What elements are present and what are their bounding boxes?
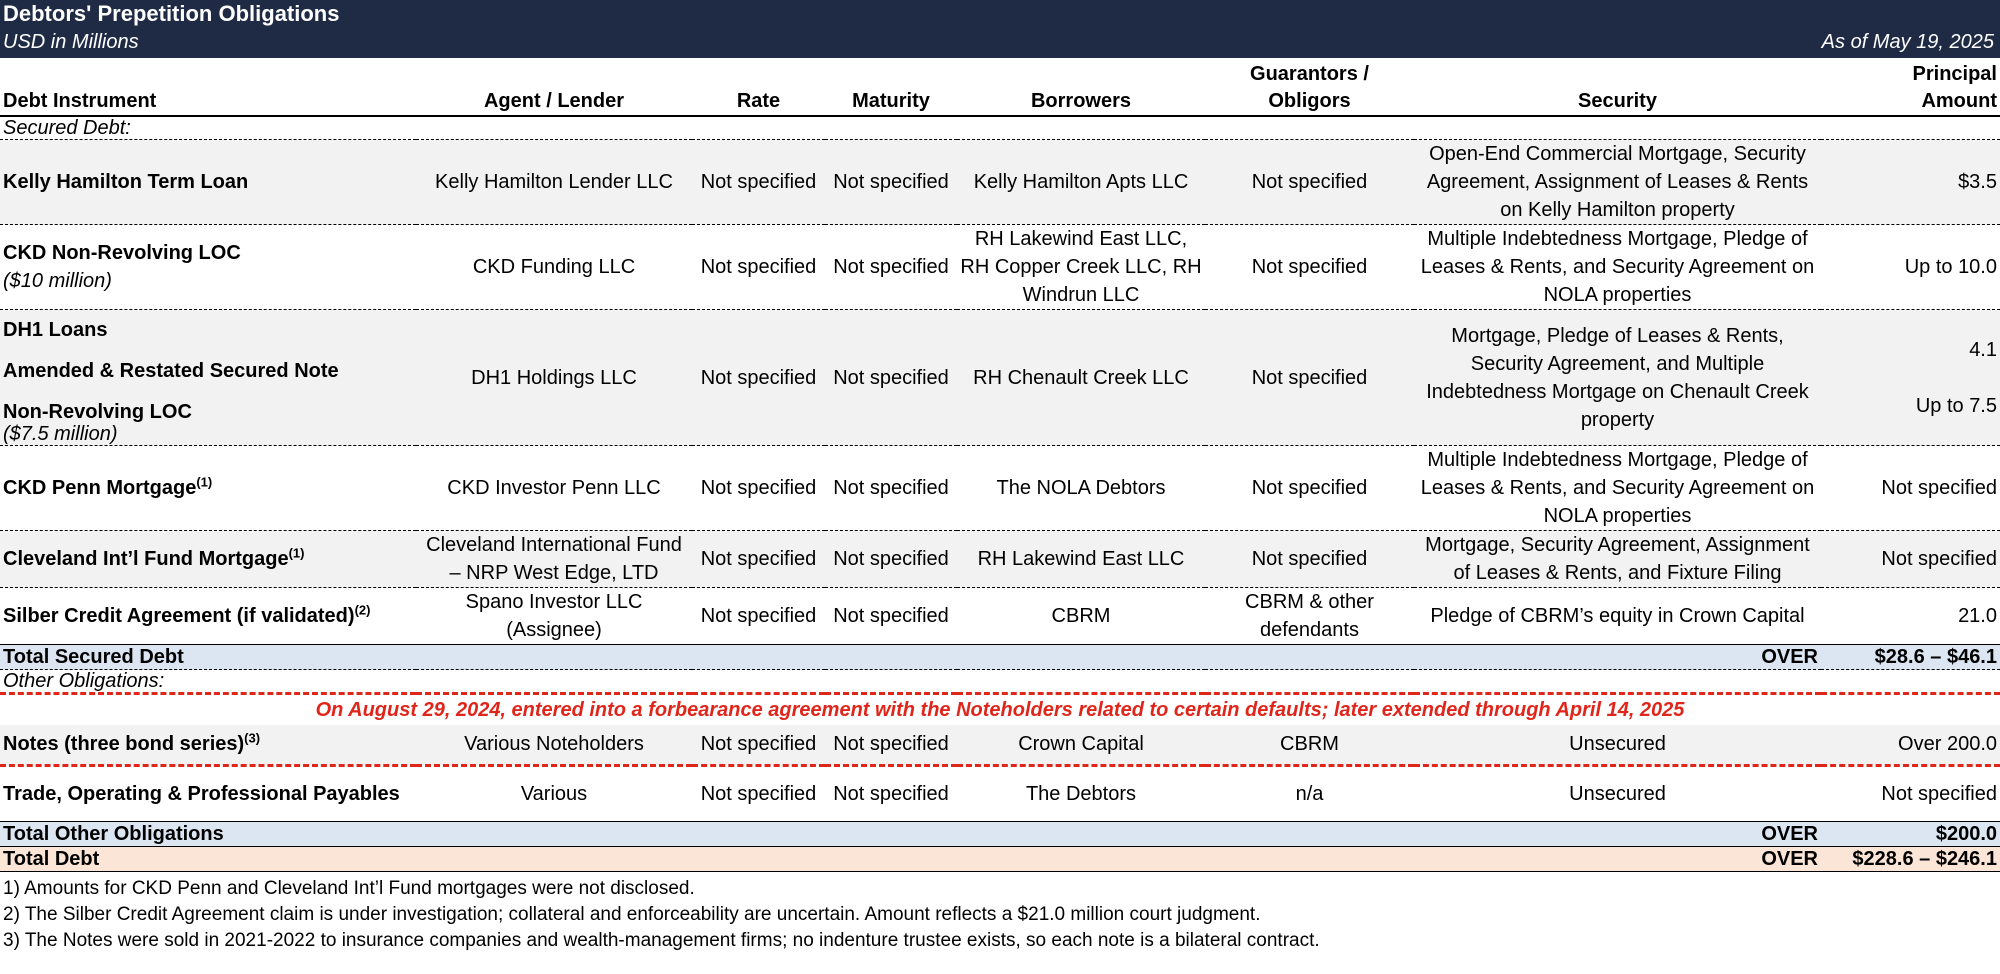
footnote-ref: (2) <box>354 602 371 618</box>
total-secured-amount: $28.6 – $46.1 <box>1821 645 2000 670</box>
total-secured-row <box>0 645 2000 670</box>
instrument-name: CKD Non-Revolving LOC <box>3 242 241 264</box>
col-maturity: Maturity <box>825 58 957 116</box>
col-guarantors: Guarantors / Obligors <box>1205 58 1414 116</box>
debt-table <box>0 58 2000 872</box>
col-principal-line1: Principal <box>1912 63 1997 85</box>
footnote-ref: (1) <box>196 474 213 490</box>
secured-section-label: Secured Debt: <box>0 116 2000 140</box>
amount-cell: Up to 10.0 <box>1821 225 2000 310</box>
amount-cell: Not specified <box>1881 782 1997 805</box>
secured-section-row <box>0 116 2000 140</box>
agent-cell: CKD Funding LLC <box>416 225 692 310</box>
instrument-cell <box>0 588 416 645</box>
security-cell: Pledge of CBRM’s equity in Crown Capital <box>1430 605 1805 627</box>
guarantors-cell: Not specified <box>1205 531 1414 588</box>
agent-cell: DH1 Holdings LLC <box>416 310 692 446</box>
instrument-name: Amended & Restated Secured Note <box>3 360 339 382</box>
instrument-subtitle: ($10 million) <box>3 270 112 292</box>
col-security: Security <box>1414 58 1821 116</box>
column-header-row <box>0 58 2000 116</box>
rate-cell: Not specified <box>692 446 825 531</box>
agent-cell: Cleveland International Fund – NRP West Edge, LTD <box>416 531 692 588</box>
table-row-cleveland <box>0 531 2000 588</box>
borrowers-cell: RH Lakewind East LLC, RH Copper Creek LLC, RH Windrun LLC <box>957 225 1205 310</box>
instrument-cell <box>0 446 416 531</box>
amount-value-2: Up to 7.5 <box>1915 394 1997 417</box>
security-cell: Multiple Indebtedness Mortgage, Pledge of Leases & Rents, and Security Agreement on NOLA properties <box>1414 446 1821 531</box>
agent-cell: Various <box>520 782 588 805</box>
maturity-cell: Not specified <box>833 782 949 805</box>
report-header <box>0 0 2000 58</box>
security-cell: Unsecured <box>1414 725 1821 765</box>
amount-cell: Over 200.0 <box>1821 725 2000 765</box>
agent-cell: CKD Investor Penn LLC <box>416 446 692 531</box>
footnote-ref: (1) <box>288 545 305 561</box>
instrument-cell <box>0 531 416 588</box>
borrowers-cell: CBRM <box>1051 605 1111 627</box>
rate-cell: Not specified <box>692 531 825 588</box>
table-row-kelly <box>0 140 2000 225</box>
total-other-amount: $200.0 <box>1821 821 2000 846</box>
table-row-trade <box>0 765 2000 821</box>
agent-cell: Spano Investor LLC (Assignee) <box>465 591 643 641</box>
forbearance-note: On August 29, 2024, entered into a forbearance agreement with the Noteholders related to certain defaults; later extended through April 14, 2025 <box>0 694 2000 726</box>
amount-cell <box>1821 310 2000 446</box>
table-row-silber <box>0 588 2000 645</box>
security-cell: Unsecured <box>1569 782 1666 805</box>
table-row-notes <box>0 725 2000 765</box>
total-debt-qualifier: OVER <box>1414 846 1821 871</box>
total-other-row <box>0 821 2000 846</box>
maturity-cell: Not specified <box>825 225 957 310</box>
rate-cell: Not specified <box>692 225 825 310</box>
col-instrument: Debt Instrument <box>0 58 416 116</box>
units-label: USD in Millions <box>3 31 139 53</box>
instrument-name: Kelly Hamilton Term Loan <box>0 140 416 225</box>
guarantors-cell: CBRM & other defendants <box>1245 591 1374 641</box>
total-secured-qualifier: OVER <box>1414 645 1821 670</box>
instrument-name: Silber Credit Agreement (if validated) <box>3 605 355 627</box>
maturity-cell: Not specified <box>825 140 957 225</box>
total-debt-label: Total Debt <box>0 846 1414 871</box>
guarantors-cell: CBRM <box>1205 725 1414 765</box>
security-cell: Open-End Commercial Mortgage, Security Agreement, Assignment of Leases & Rents on Kelly Hamilton property <box>1414 140 1821 225</box>
instrument-name: Trade, Operating & Professional Payables <box>3 782 400 805</box>
guarantors-cell: Not specified <box>1205 140 1414 225</box>
report-title: Debtors' Prepetition Obligations <box>3 1 340 26</box>
total-other-qualifier: OVER <box>1414 821 1821 846</box>
total-secured-label: Total Secured Debt <box>0 645 1414 670</box>
amount-cell: Not specified <box>1821 446 2000 531</box>
maturity-cell: Not specified <box>825 310 957 446</box>
as-of-date: As of May 19, 2025 <box>1821 31 1994 53</box>
total-debt-row <box>0 846 2000 871</box>
table-row-ckd <box>0 225 2000 310</box>
instrument-group: DH1 Loans <box>3 319 108 341</box>
total-other-label: Total Other Obligations <box>0 821 1414 846</box>
amount-cell: Not specified <box>1821 531 2000 588</box>
borrowers-cell: RH Lakewind East LLC <box>957 531 1205 588</box>
rate-cell: Not specified <box>692 310 825 446</box>
other-section-label: Other Obligations: <box>3 670 165 692</box>
borrowers-cell: RH Chenault Creek LLC <box>957 310 1205 446</box>
amount-value-1: 4.1 <box>1969 338 1997 361</box>
col-agent: Agent / Lender <box>416 58 692 116</box>
table-row-dh1 <box>0 310 2000 446</box>
security-cell: Mortgage, Pledge of Leases & Rents, Security Agreement, and Multiple Indebtedness Mortgage on Chenault Creek property <box>1414 310 1821 446</box>
rate-cell: Not specified <box>692 140 825 225</box>
security-cell: Multiple Indebtedness Mortgage, Pledge of Leases & Rents, and Security Agreement on NOLA properties <box>1414 225 1821 310</box>
maturity-cell: Not specified <box>825 531 957 588</box>
rate-cell: Not specified <box>700 782 817 805</box>
footnote-3: 3) The Notes were sold in 2021-2022 to insurance companies and wealth-management firms; no indenture trustee exists, so each note is a bilateral contract. <box>3 929 1320 951</box>
maturity-cell: Not specified <box>825 725 957 765</box>
instrument-cell <box>0 310 416 446</box>
col-borrowers: Borrowers <box>957 58 1205 116</box>
footnote-2: 2) The Silber Credit Agreement claim is under investigation; collateral and enforceability are uncertain. Amount reflects a $21.0 million court judgment. <box>3 903 1261 925</box>
instrument-name: CKD Penn Mortgage <box>3 477 197 499</box>
col-principal <box>1821 58 2000 116</box>
amount-cell: 21.0 <box>1958 605 1997 627</box>
maturity-cell: Not specified <box>825 446 957 531</box>
instrument-cell <box>0 225 416 310</box>
borrowers-cell: The Debtors <box>1025 782 1137 805</box>
borrowers-cell: Kelly Hamilton Apts LLC <box>957 140 1205 225</box>
instrument-subtitle: ($7.5 million) <box>3 423 118 445</box>
instrument-cell <box>0 725 416 765</box>
borrowers-cell: Crown Capital <box>957 725 1205 765</box>
footnotes <box>0 876 2000 954</box>
col-rate: Rate <box>692 58 825 116</box>
agent-cell: Kelly Hamilton Lender LLC <box>416 140 692 225</box>
other-section-row <box>0 670 2000 694</box>
total-debt-amount: $228.6 – $246.1 <box>1821 846 2000 871</box>
borrowers-cell: The NOLA Debtors <box>957 446 1205 531</box>
instrument-name-2: Non-Revolving LOC <box>3 401 192 423</box>
forbearance-note-row <box>0 694 2000 726</box>
rate-cell: Not specified <box>700 605 817 627</box>
instrument-name: Cleveland Int’l Fund Mortgage <box>3 548 289 570</box>
guarantors-cell: n/a <box>1295 782 1324 805</box>
amount-cell: $3.5 <box>1821 140 2000 225</box>
security-cell: Mortgage, Security Agreement, Assignment of Leases & Rents, and Fixture Filing <box>1414 531 1821 588</box>
guarantors-cell: Not specified <box>1205 310 1414 446</box>
instrument-name: Notes (three bond series) <box>3 733 245 756</box>
col-principal-line2: Amount <box>1921 90 1997 112</box>
guarantors-cell: Not specified <box>1205 446 1414 531</box>
footnote-1: 1) Amounts for CKD Penn and Cleveland Int’l Fund mortgages were not disclosed. <box>3 877 695 899</box>
maturity-cell: Not specified <box>833 605 949 627</box>
table-row-penn <box>0 446 2000 531</box>
rate-cell: Not specified <box>692 725 825 765</box>
guarantors-cell: Not specified <box>1205 225 1414 310</box>
agent-cell: Various Noteholders <box>416 725 692 765</box>
footnote-ref: (3) <box>244 730 261 746</box>
